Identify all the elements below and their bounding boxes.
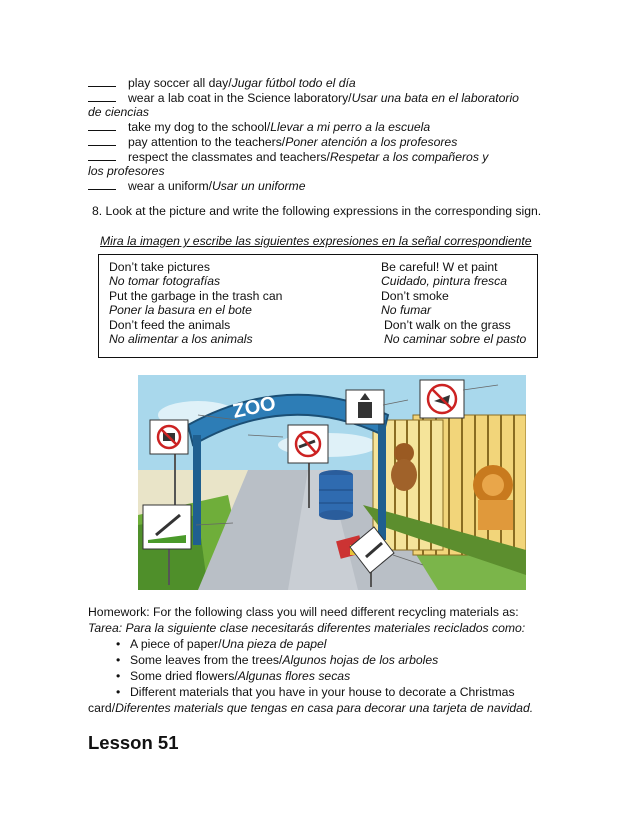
- expression-es: Cuidado, pintura fresca: [381, 274, 508, 288]
- expression-en: Don’t walk on the grass: [384, 318, 511, 332]
- sign-no-feeding: [420, 380, 464, 418]
- zoo-sign-text: ZOO: [230, 392, 278, 423]
- list-item: • Some leaves from the trees/Algunos hojas de los arboles: [116, 653, 439, 667]
- answer-blank[interactable]: [88, 91, 116, 102]
- answer-blank[interactable]: [88, 120, 116, 131]
- sign-trash: [346, 390, 384, 424]
- exercise-instruction: 8. Look at the picture and write the following expressions in the corresponding sign.: [92, 204, 542, 218]
- list-item: pay attention to the teachers/Poner atención a los profesores: [88, 135, 457, 150]
- expression-en: Put the garbage in the trash can: [109, 289, 283, 303]
- list-item-continued: de ciencias: [88, 105, 149, 119]
- expressions-box: [98, 254, 538, 358]
- expression-en: Don’t smoke: [381, 289, 449, 303]
- list-item: • Different materials that you have in your house to decorate a Christmas: [116, 685, 515, 699]
- expression-es: No tomar fotografías: [109, 274, 221, 288]
- exercise-instruction-spanish: Mira la imagen y escribe las siguientes expresiones en la señal correspondiente: [100, 234, 532, 248]
- trash-can: [319, 470, 353, 520]
- homework-en: Homework: For the following class you will need different recycling materials as:: [88, 605, 519, 619]
- list-item: take my dog to the school/Llevar a mi perro a la escuela: [88, 120, 430, 135]
- list-item: wear a uniform/Usar un uniforme: [88, 179, 305, 194]
- expression-en: Don’t take pictures: [109, 260, 210, 274]
- list-item-continued: los profesores: [88, 164, 165, 178]
- list-item: • Some dried flowers/Algunas flores secas: [116, 669, 351, 683]
- list-item: play soccer all day/Jugar fútbol todo el día: [88, 76, 356, 91]
- expression-es: No caminar sobre el pasto: [384, 332, 527, 346]
- homework-section: [88, 604, 550, 636]
- list-item: • A piece of paper/Una pieza de papel: [116, 637, 327, 651]
- zoo-illustration: [138, 375, 526, 590]
- answer-blank[interactable]: [88, 150, 116, 161]
- lesson-title: Lesson 51: [88, 732, 179, 753]
- expression-es: No alimentar a los animals: [109, 332, 253, 346]
- expression-en: Be careful! W et paint: [381, 260, 498, 274]
- list-item: wear a lab coat in the Science laboratory/Usar una bata en el laboratorio: [88, 91, 519, 106]
- expression-es: Poner la basura en el bote: [109, 303, 252, 317]
- homework-es: Tarea: Para la siguiente clase necesitarás diferentes materiales reciclados como:: [88, 621, 526, 635]
- list-item-continued: card/Diferentes materials que tengas en casa para decorar una tarjeta de navidad.: [88, 701, 534, 715]
- answer-blank[interactable]: [88, 76, 116, 87]
- expression-es: No fumar: [381, 303, 432, 317]
- answer-blank[interactable]: [88, 135, 116, 146]
- answer-blank[interactable]: [88, 179, 116, 190]
- list-item: respect the classmates and teachers/Respetar a los compañeros y: [88, 150, 488, 165]
- expression-en: Don’t feed the animals: [109, 318, 231, 332]
